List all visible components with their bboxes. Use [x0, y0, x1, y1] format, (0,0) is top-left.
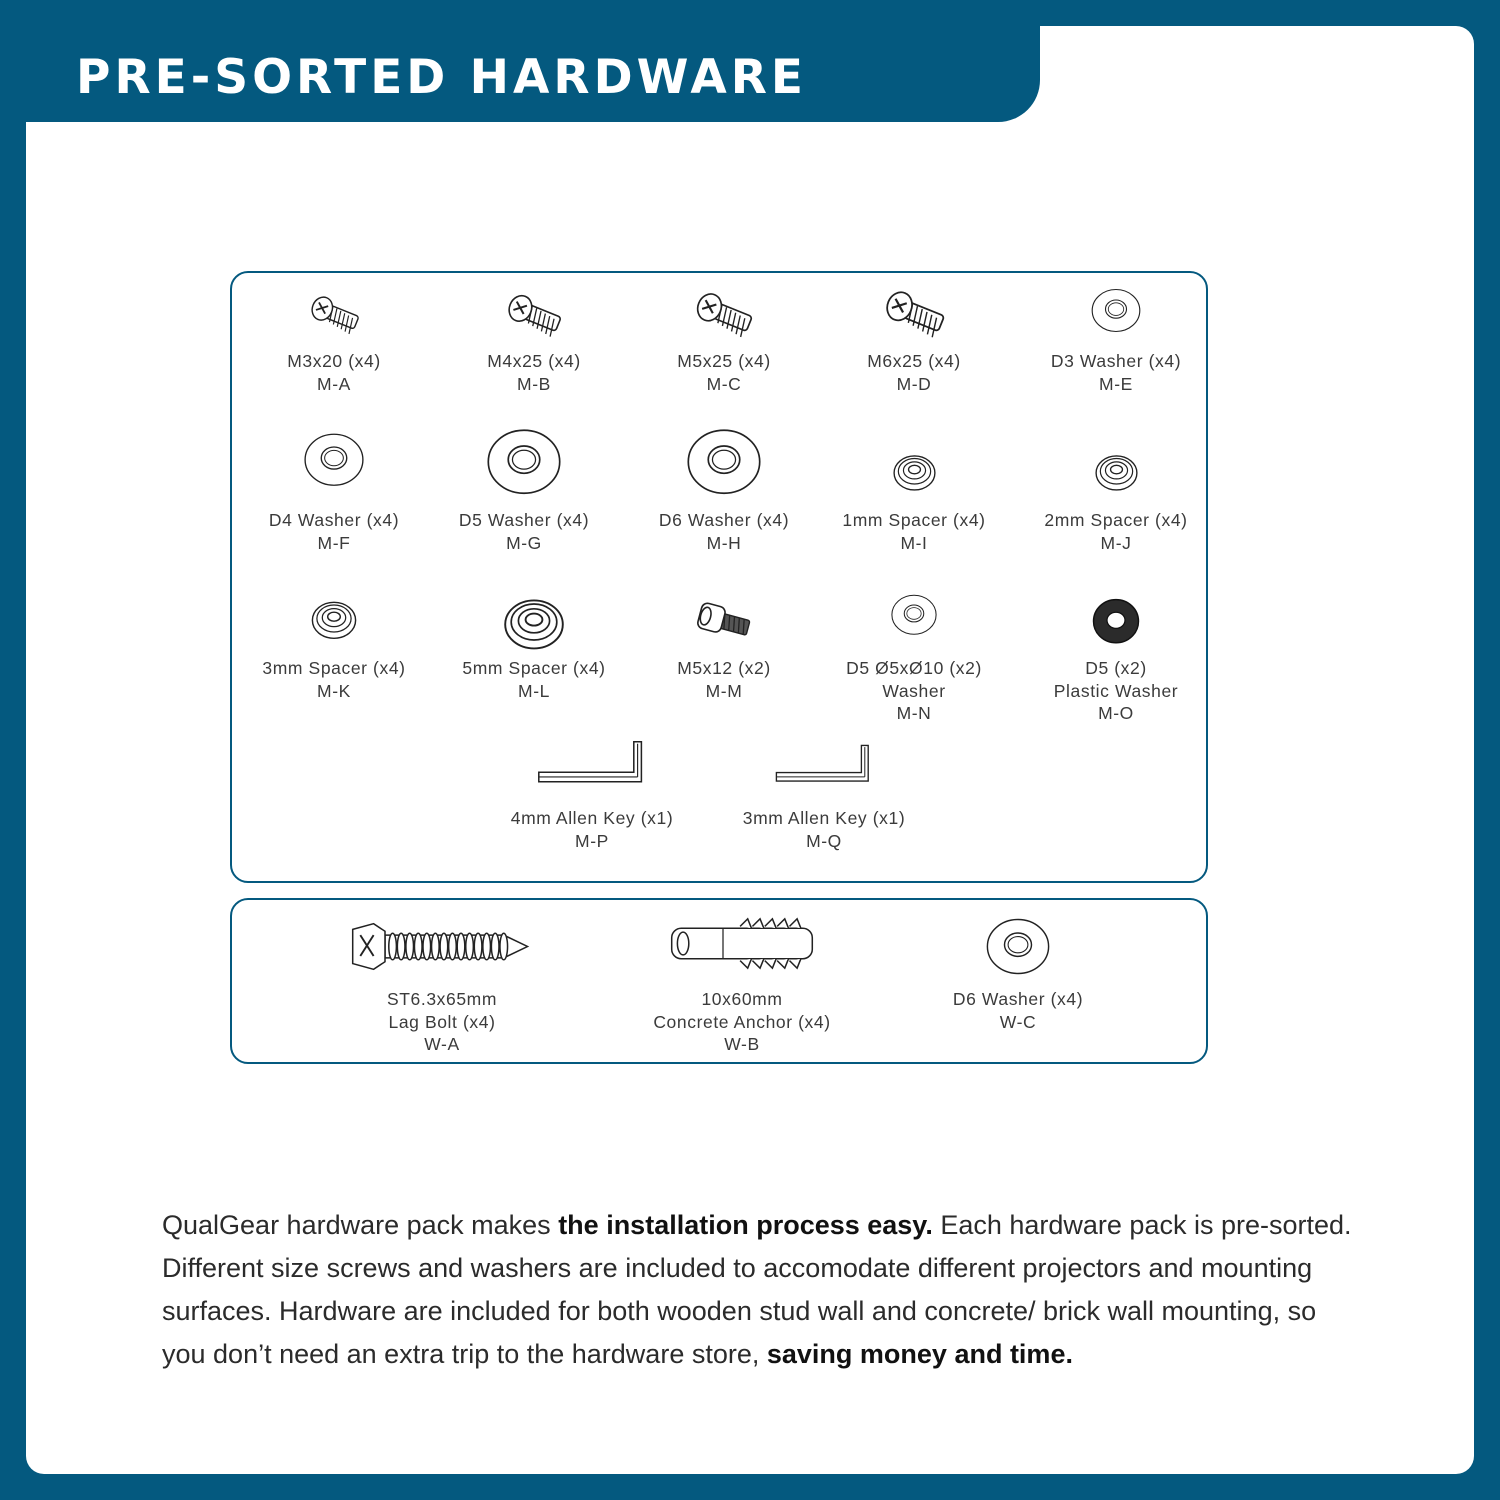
description-highlight-2: saving money and time.: [766, 1339, 1073, 1369]
plastic-washer-icon: [1089, 596, 1143, 646]
allen-key-icon: [535, 738, 649, 786]
item-label: ST6.3x65mm: [386, 989, 498, 1009]
item-label: Plastic Washer: [1053, 680, 1179, 701]
hardware-item-m-e: [1026, 350, 1206, 395]
item-code: W-A: [424, 1034, 460, 1054]
item-code: M-N: [896, 703, 932, 723]
item-label: D3 Washer (x4): [1050, 351, 1182, 371]
spacer-icon: [889, 450, 940, 493]
hardware-item-m-o: [1026, 657, 1206, 725]
hardware-item-m-p: [502, 807, 682, 852]
item-code: M-C: [706, 373, 742, 394]
item-label: 10x60mm: [701, 989, 783, 1009]
hardware-item-m-c: [634, 350, 814, 395]
hardware-item-m-q: [734, 807, 914, 852]
item-code: M-O: [1098, 703, 1134, 723]
hardware-item-w-a: [352, 988, 532, 1056]
item-code: M-P: [575, 830, 609, 851]
washer-icon: [300, 430, 368, 490]
item-label: 3mm Allen Key (x1): [742, 808, 906, 828]
hardware-item-m-k: [244, 657, 424, 702]
item-code: M-J: [1100, 532, 1132, 553]
item-label: Washer: [882, 680, 946, 701]
concrete-anchor-icon: [666, 915, 818, 972]
item-label: D6 Washer (x4): [952, 989, 1084, 1009]
hardware-item-m-m: [634, 657, 814, 702]
description-highlight-1: the installation process easy.: [558, 1210, 933, 1240]
spacer-icon: [307, 596, 361, 641]
hardware-item-m-i: [824, 509, 1004, 554]
allen-key-icon: [773, 742, 875, 785]
item-code: M-I: [900, 532, 928, 553]
item-label: 3mm Spacer (x4): [262, 658, 406, 678]
washer-icon: [1088, 286, 1144, 335]
washer-icon: [682, 425, 766, 499]
item-code: M-L: [518, 680, 550, 701]
hardware-item-m-g: [434, 509, 614, 554]
item-code: W-B: [724, 1034, 760, 1054]
item-label: D4 Washer (x4): [268, 510, 400, 530]
hardware-item-m-f: [244, 509, 424, 554]
item-code: M-F: [317, 532, 351, 553]
item-code: M-M: [705, 680, 743, 701]
hardware-item-m-b: [444, 350, 624, 395]
item-label: M3x20 (x4): [287, 351, 381, 371]
hardware-item-m-n: [824, 657, 1004, 725]
item-label: D5 (x2): [1085, 658, 1147, 678]
item-code: M-H: [706, 532, 742, 553]
hardware-item-m-j: [1026, 509, 1206, 554]
hardware-item-m-h: [634, 509, 814, 554]
socket-screw-icon: [689, 596, 759, 646]
spacer-icon: [498, 592, 570, 652]
item-label: M5x12 (x2): [677, 658, 771, 678]
item-code: M-K: [317, 680, 351, 701]
screw-icon: [303, 292, 366, 337]
item-label: M4x25 (x4): [487, 351, 581, 371]
item-code: M-Q: [806, 830, 842, 851]
washer-icon: [482, 425, 566, 499]
washer-icon: [888, 592, 940, 638]
item-code: M-B: [517, 373, 551, 394]
item-label: Lag Bolt (x4): [388, 1011, 496, 1032]
item-label: D5 Ø5xØ10 (x2): [846, 658, 982, 678]
item-code: M-G: [506, 532, 542, 553]
description-text-2: Each hardware pack is pre-sorted. Different size screws and washers are included to accomodate different projectors and mounting surfaces. Hardware are included for both wooden stud wall and concrete/ brick wall mounting, so you don’t need an extra trip to the hardware store,: [162, 1210, 1352, 1369]
item-code: W-C: [999, 1011, 1037, 1032]
screw-icon: [499, 290, 569, 340]
description: [162, 1204, 1362, 1376]
screw-icon: [876, 286, 953, 341]
hardware-item-m-d: [824, 350, 1004, 395]
hardware-item-m-a: [244, 350, 424, 395]
item-label: Concrete Anchor (x4): [653, 1011, 831, 1032]
item-label: 5mm Spacer (x4): [462, 658, 606, 678]
screw-icon: [687, 288, 761, 341]
item-label: 1mm Spacer (x4): [842, 510, 986, 530]
hardware-item-m-l: [444, 657, 624, 702]
item-label: D6 Washer (x4): [658, 510, 790, 530]
lag-bolt-icon: [347, 918, 537, 975]
washer-icon: [982, 915, 1054, 978]
item-code: M-A: [317, 373, 351, 394]
description-text-1: QualGear hardware pack makes: [162, 1210, 559, 1240]
item-label: 2mm Spacer (x4): [1044, 510, 1188, 530]
item-label: D5 Washer (x4): [458, 510, 590, 530]
item-code: M-E: [1099, 373, 1133, 394]
page-title: PRE-SORTED HARDWARE: [76, 50, 807, 105]
item-code: M-D: [896, 373, 932, 394]
hardware-item-w-c: [928, 988, 1108, 1033]
item-label: M6x25 (x4): [867, 351, 961, 371]
item-label: 4mm Allen Key (x1): [510, 808, 674, 828]
item-label: M5x25 (x4): [677, 351, 771, 371]
spacer-icon: [1091, 450, 1142, 493]
hardware-item-w-b: [652, 988, 832, 1056]
